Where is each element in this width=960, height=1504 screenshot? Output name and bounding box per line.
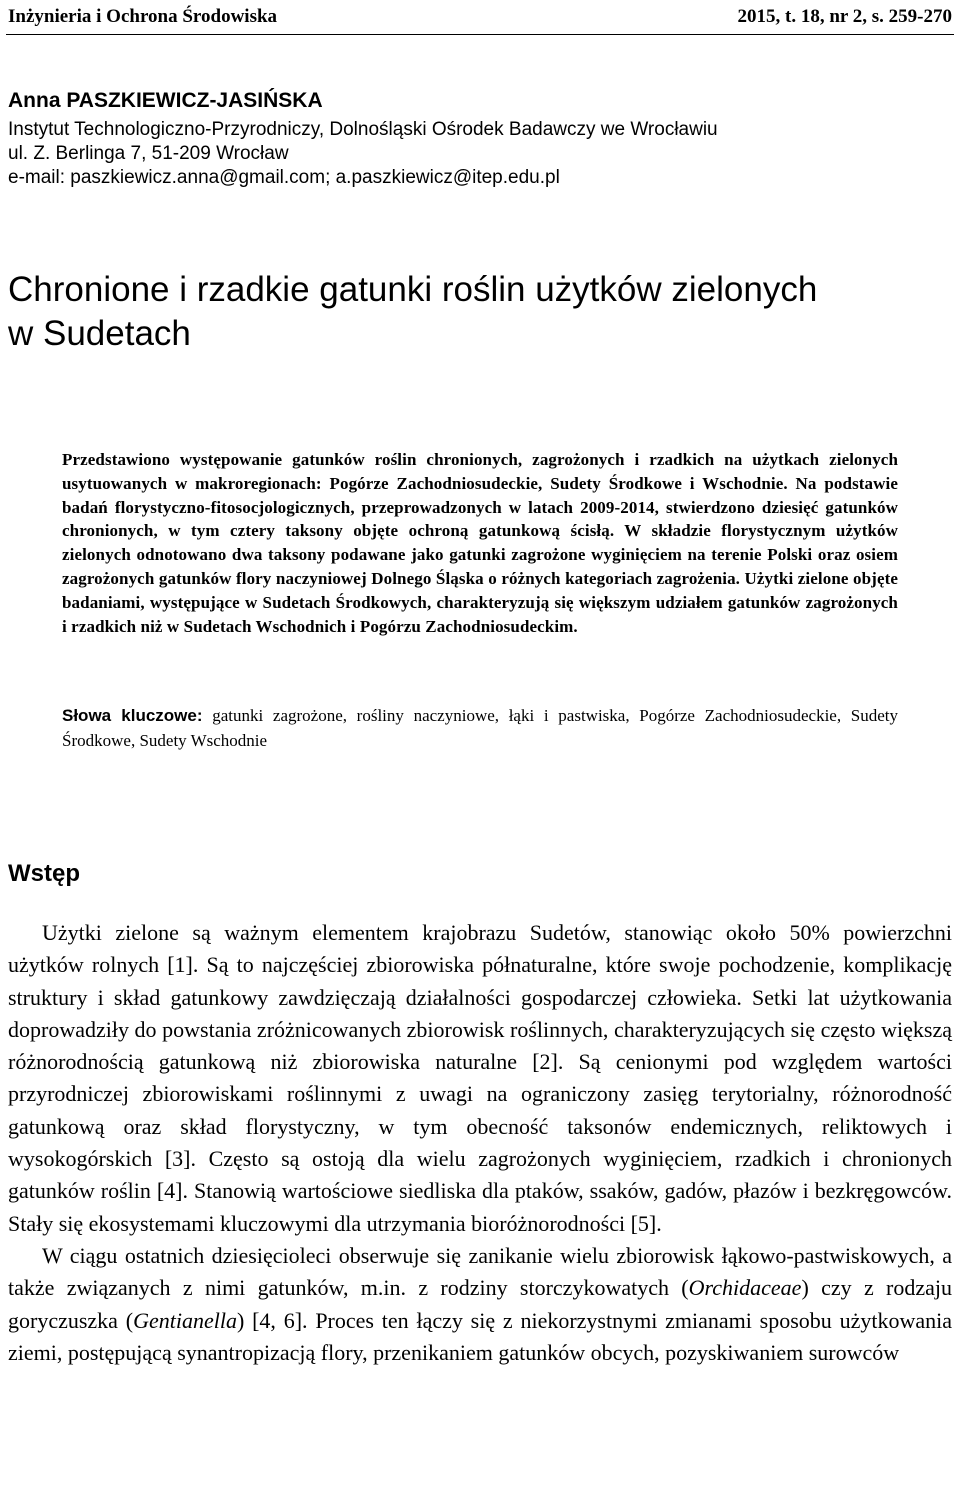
keywords [62,703,898,753]
paragraph [8,1240,952,1369]
keywords-text: gatunki zagrożone, rośliny naczyniowe, łąki i pastwiska, Pogórze Zachodniosudeckie, Sudety Środkowe, Sudety Wschodnie [62,706,898,750]
paragraph: Użytki zielone są ważnym elementem krajobrazu Sudetów, stanowiąc około 50% powierzchni użytków rolnych [1]. Są to najczęściej zbiorowiska półnaturalne, które swoje pochodzenie, komplikację struktury i skład gatunkowy zawdzięczają działalności gospodarczej człowieka. Setki lat użytkowania doprowadziły do powstania zróżnicowanych zbiorowisk roślinnych, charakteryzujących się często większą różnorodnością gatunkową niż zbiorowiska naturalne [2]. Są cenionymi pod względem wartości przyrodniczej zbiorowiskami roślinnymi z uwagi na ograniczony zasięg terytorialny, różnorodność gatunkową oraz skład florystyczny, w tym obecność taksonów endemicznych, reliktowych i wysokogórskich [3]. Często są ostoją dla wielu zagrożonych wyginięciem, rzadkich i chronionych gatunków roślin [4]. Stanowią wartościowe siedliska dla ptaków, ssaków, gadów, płazów i bezkręgowców. Stały się ekosystemami kluczowymi dla utrzymania bioróżnorodności [5]. [8,920,952,1236]
taxon-name-italic: Orchidaceae [688,1275,802,1301]
paragraph-text: ) czy z rodzaju goryczuszka ( [8,1275,953,1333]
article-title [8,268,952,356]
article-title-line1: Chronione i rzadkie gatunki roślin użytków zielonych [8,270,818,309]
author-address: ul. Z. Berlinga 7, 51-209 Wrocław [8,143,289,164]
paragraph-text: ) [4, 6]. Proces ten łączy się z niekorzystnymi zmianami sposobu użytkowania ziemi, postępującą synantropizacją flory, przenikaniem gatunków obcych, pozyskiwaniem surowców [8,1307,952,1365]
header-divider [6,34,954,35]
journal-name: Inżynieria i Ochrona Środowiska [8,6,278,27]
keywords-label: Słowa kluczowe: [62,706,203,725]
author-affiliation: Instytut Technologiczno-Przyrodniczy, Dolnośląski Ośrodek Badawczy we Wrocławiu [8,119,718,140]
section-heading: Wstęp [8,860,80,887]
abstract: Przedstawiono występowanie gatunków roślin chronionych, zagrożonych i rzadkich na użytkach zielonych usytuowanych w makroregionach: Pogórze Zachodniosudeckie, Sudety Środkowe i Wschodnie. Na podstawie badań florystyczno-fitosocjologicznych, przeprowadzonych w latach 2009-2014, stwierdzono dziesięć gatunków chronionych, w tym cztery taksony objęte ochroną gatunkową ścisłą. W składzie florystycznym użytków zielonych odnotowano dwa taksony podawane jako gatunki zagrożone wyginięciem na terenie Polski oraz osiem zagrożonych gatunków flory naczyniowej Dolnego Śląska o różnych kategoriach zagrożenia. Użytki zielone objęte badaniami, występujące w Sudetach Środkowych, charakteryzują się większym udziałem gatunków zagrożonych i rzadkich niż w Sudetach Wschodnich i Pogórzu Zachodniosudeckim. [62,450,898,636]
author-block [8,86,952,190]
running-header [8,4,952,30]
taxon-name-italic: Gentianella [133,1307,237,1333]
author-email: e-mail: paszkiewicz.anna@gmail.com; a.paszkiewicz@itep.edu.pl [8,167,560,188]
author-name: Anna PASZKIEWICZ-JASIŃSKA [8,89,323,112]
article-title-line2: w Sudetach [8,314,191,353]
paragraph-text: W ciągu ostatnich dziesięcioleci obserwuje się zanikanie wielu zbiorowisk łąkowo-pastwiskowych, a także związanych z nimi gatunków, m.in. z rodziny storczykowatych ( [8,1242,952,1301]
journal-citation: 2015, t. 18, nr 2, s. 259-270 [737,6,952,27]
body-text [8,917,952,1369]
